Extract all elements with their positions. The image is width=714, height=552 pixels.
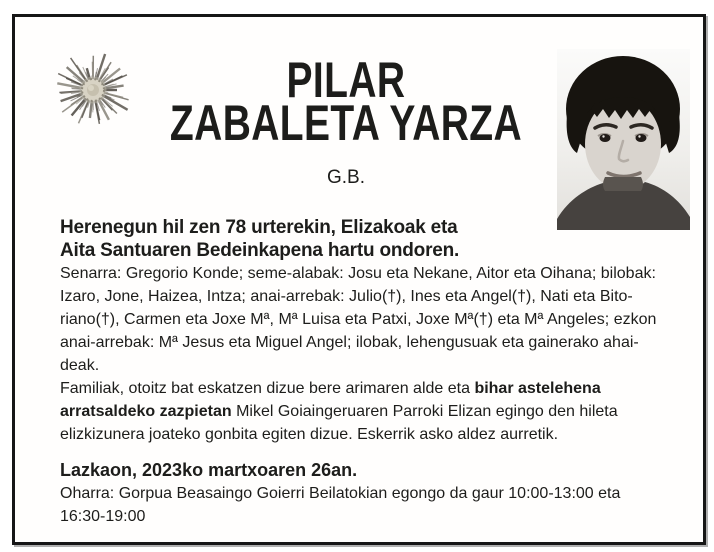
text-segment: Senarra: Gregorio Konde; seme-alabak: Josu eta Nekane, Aitor eta Oihana; bilobak:	[60, 265, 656, 282]
text-segment: deak.	[60, 357, 100, 374]
text-segment: Oharra: Gorpua Beasaingo Goierri Beilatokian egongo da gaur 10:00-13:00 eta	[60, 485, 621, 502]
text-segment: 16:30-19:00	[60, 508, 146, 525]
text-segment: Aita Santuaren Bedeinkapena hartu ondoren.	[60, 240, 460, 261]
text-segment: riano(†), Carmen eta Joxe Mª, Mª Luisa eta Patxi, Joxe Mª(†) eta Mª Angeles; ezkon	[60, 311, 657, 328]
text-line	[60, 239, 710, 262]
text-segment: Mikel Goiaingeruaren Parroki Elizan egingo den hileta	[231, 403, 618, 420]
notice-card	[12, 14, 706, 545]
text-line	[60, 377, 710, 400]
text-line	[60, 216, 710, 239]
deceased-name-line2: ZABALETA YARZA	[169, 95, 523, 151]
text-segment: arratsaldeko zazpietan	[60, 403, 232, 420]
gb-abbreviation: G.B.	[326, 167, 365, 188]
text-line	[60, 423, 710, 446]
text-line	[60, 262, 710, 285]
text-line	[60, 400, 710, 423]
deceased-name-line1: PILAR	[286, 52, 406, 108]
text-line	[60, 459, 710, 482]
text-line	[60, 285, 710, 308]
deceased-name	[100, 52, 593, 151]
text-segment: Familiak, otoitz bat eskatzen dizue bere arimaren alde eta	[60, 380, 475, 397]
text-segment: Lazkaon, 2023ko martxoaren 26an.	[60, 460, 358, 480]
text-segment: bihar astelehena	[474, 380, 601, 397]
text-line	[60, 505, 710, 528]
text-segment: anai-arrebak: Mª Jesus eta Miguel Angel; ilobak, lehengusuak eta gainerako ahai-	[60, 334, 639, 351]
text-line	[60, 354, 710, 377]
text-line	[60, 308, 710, 331]
text-line	[60, 482, 710, 505]
text-line	[60, 331, 710, 354]
text-segment: Herenegun hil zen 78 urterekin, Elizakoak eta	[60, 217, 458, 238]
body-lines	[60, 216, 710, 528]
text-segment: Izaro, Jone, Haizea, Intza; anai-arrebak: Julio(†), Ines eta Angel(†), Nati eta Bito-	[60, 288, 633, 305]
line-spacer	[60, 446, 710, 459]
text-segment: elizkizunera joateko gonbita egiten dizue. Eskerrik asko aldez aurretik.	[60, 426, 559, 443]
portrait-photo	[557, 49, 690, 230]
